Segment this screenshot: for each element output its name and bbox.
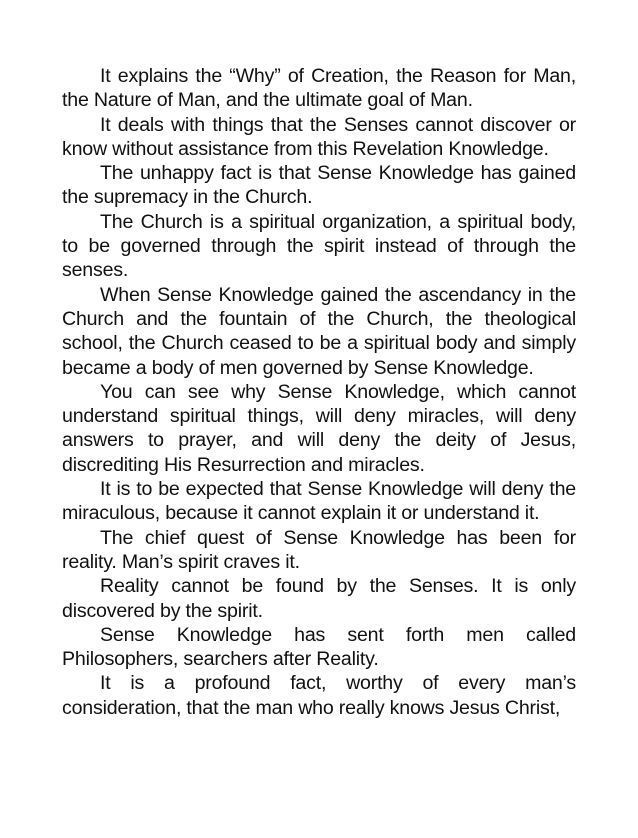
paragraph: The unhappy fact is that Sense Knowledge has gained the supremacy in the Church.	[62, 162, 576, 209]
paragraph: You can see why Sense Knowledge, which cannot understand spiritual things, will deny miracles, will deny answers to prayer, and will deny the deity of Jesus, discrediting His Resurrection and miracles.	[62, 380, 576, 476]
paragraph: It explains the “Why” of Creation, the Reason for Man, the Nature of Man, and the ultimate goal of Man.	[62, 65, 576, 112]
paragraph: The chief quest of Sense Knowledge has been for reality. Man’s spirit craves it.	[62, 526, 576, 573]
paragraph: It deals with things that the Senses cannot discover or know without assistance from this Revelation Knowledge.	[62, 113, 576, 160]
paragraph: Reality cannot be found by the Senses. It is only discovered by the spirit.	[62, 575, 576, 622]
paragraph: It is to be expected that Sense Knowledge will deny the miraculous, because it cannot explain it or understand it.	[62, 478, 576, 525]
paragraph: The Church is a spiritual organization, a spiritual body, to be governed through the spirit instead of through the senses.	[62, 210, 576, 282]
paragraph: It is a profound fact, worthy of every man’s consideration, that the man who really knows Jesus Christ,	[62, 672, 576, 719]
paragraph: Sense Knowledge has sent forth men called Philosophers, searchers after Reality.	[62, 623, 576, 671]
paragraph: When Sense Knowledge gained the ascendancy in the Church and the fountain of the Church, the theological school, the Church ceased to be a spiritual body and simply became a body of men governed by Sense Knowledge.	[62, 283, 576, 379]
document-page	[62, 64, 576, 720]
